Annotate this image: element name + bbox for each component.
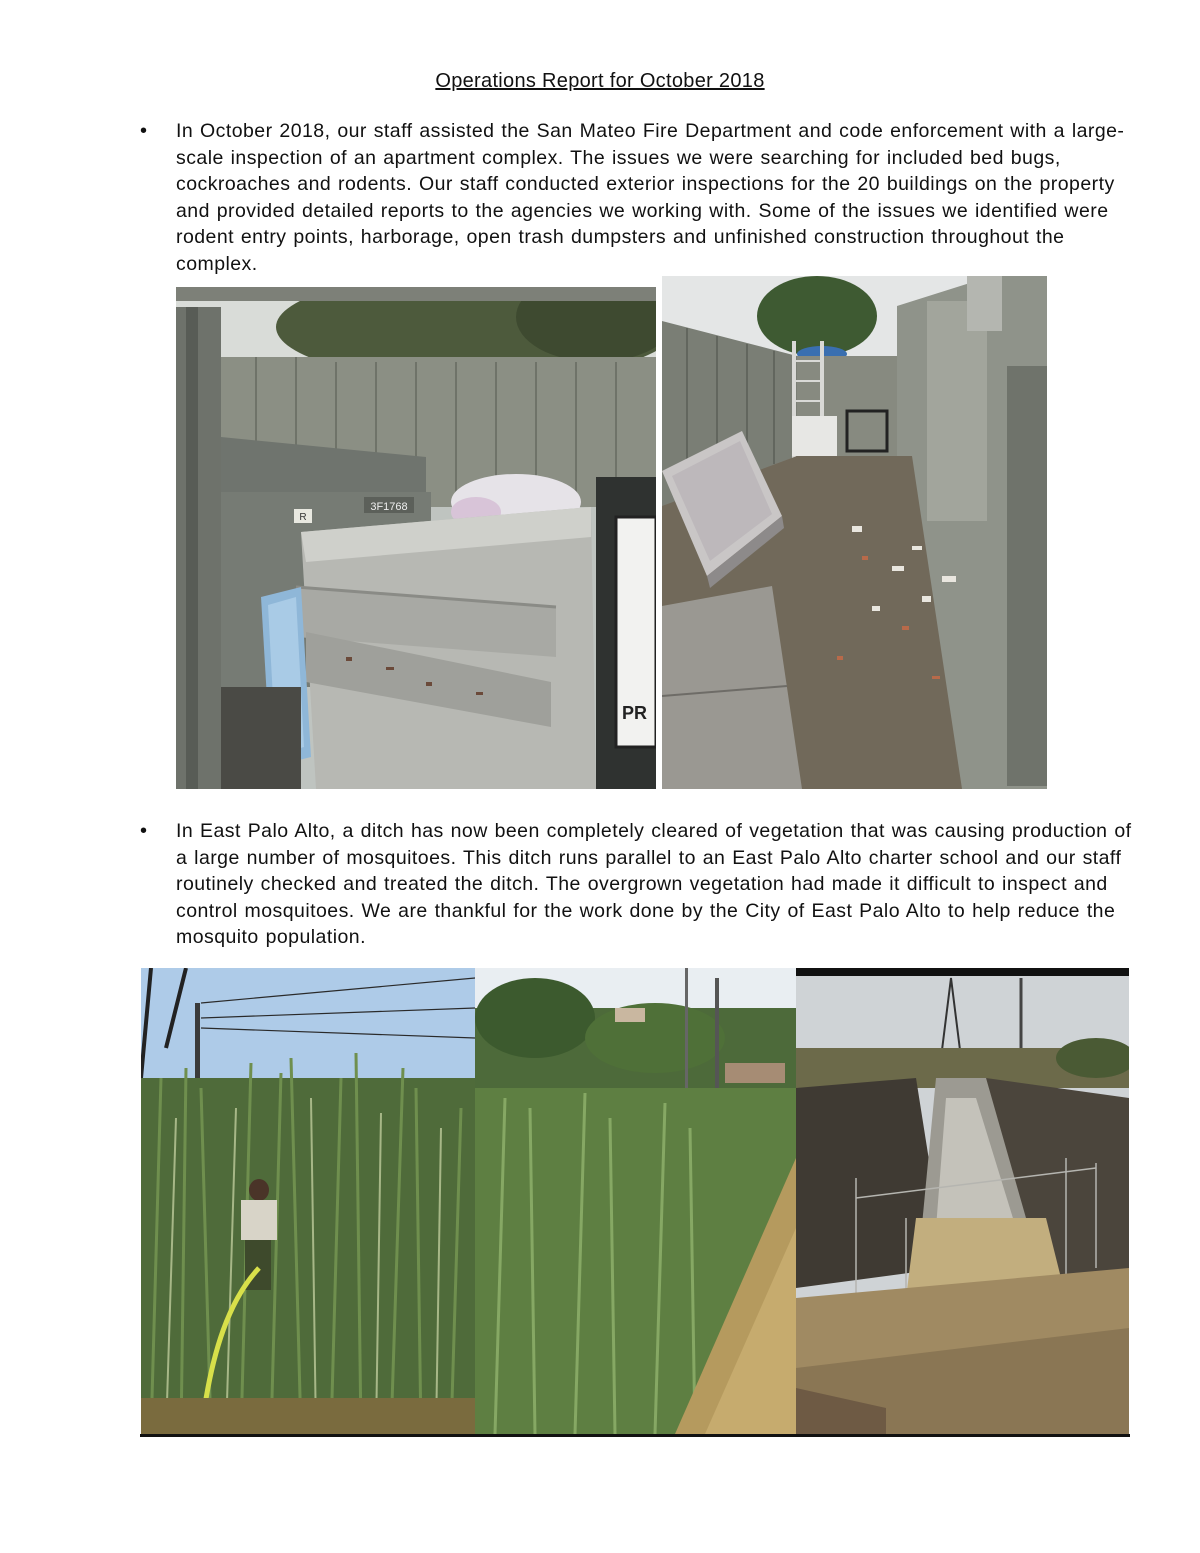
photo-side-yard-debris [662,276,1047,789]
photo-dumpster-enclosure [176,287,656,789]
bottom-divider [140,1434,1130,1437]
paragraph-apartment-inspection: In October 2018, our staff assisted the San Mateo Fire Department and code enforcement with a large-scale inspection of an apartment complex. The issues we were searching for included bed bugs, cockroaches and rodents. Our staff conducted exterior inspections for the 20 buildings on the property and provided detailed reports to the agencies we working with. Some of the issues we identified were rodent entry points, harborage, open trash dumpsters and unfinished construction throughout the complex. [176,120,1125,275]
photo-cleared-ditch [796,968,1129,1434]
sign-text: PR [622,703,648,723]
page-title: Operations Report for October 2018 [435,70,765,92]
dumpster-code-text: 3F1768 [370,501,408,513]
bullet-2: • [140,820,148,842]
paragraph-ditch-clearing: In East Palo Alto, a ditch has now been completely cleared of vegetation that was causing production of a large number of mosquitoes. This ditch runs parallel to an East Palo Alto charter school and our staff routinely checked and treated the ditch. The overgrown vegetation had made it difficult to inspect and control mosquitoes. We are thankful for the work done by the City of East Palo Alto to help reduce the mosquito population. [176,820,1132,948]
photo-staff-in-vegetation [141,968,475,1434]
photo-overgrown-ditch [475,968,796,1434]
dumpster-tag-text: R [299,512,307,523]
bullet-1: • [140,120,148,142]
